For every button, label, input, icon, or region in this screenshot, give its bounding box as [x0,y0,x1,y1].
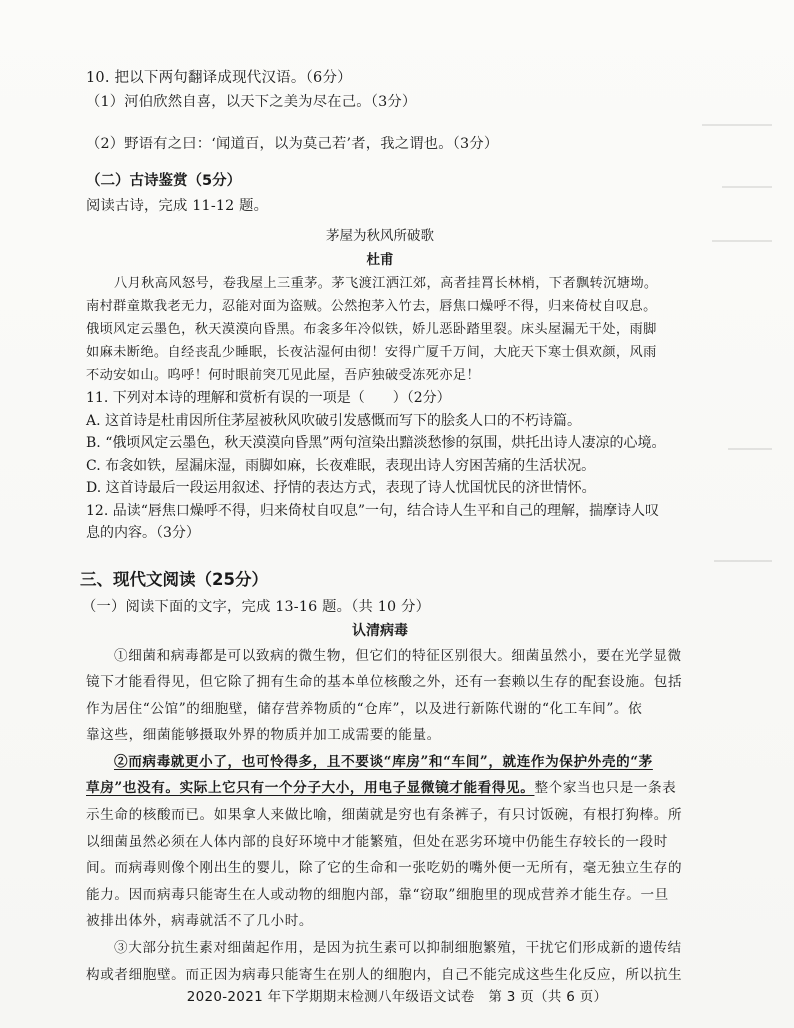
paragraph-line: 示生命的核酸而已。如果拿人来做比喻，细菌就是穷也有条裤子，有只讨饭碗，有根打狗棒。所 [86,807,683,824]
paragraph-line: ①细菌和病毒都是可以致病的微生物，但它们的特征区别很大。细菌虽然小，要在光学显微 [114,647,682,664]
q11-option-c: C. 布衾如铁，屋漏床湿，雨脚如麻，长夜难眠，表现出诗人穷困苦痛的生活状况。 [86,457,596,474]
paragraph-line [86,775,677,802]
bleed-mark [702,124,772,126]
q12-stem-continued: 息的内容。（3分） [86,525,200,541]
paragraph-line [86,749,674,776]
answer-space [86,114,674,132]
paragraph-line: 被排出体外，病毒就活不了几小时。 [86,913,314,930]
poem-line: 俄顷风定云墨色，秋天漠漠向昏黑。布衾多年冷似铁，娇儿恶卧踏里裂。床头屋漏无干处，雨脚 [86,322,657,337]
poem-author: 杜甫 [366,252,394,268]
bleed-mark [712,240,772,242]
answer-space [86,156,674,168]
q11-option-d: D. 这首诗最后一段运用叙述、抒情的表达方式，表现了诗人忧国忧民的济世情怀。 [86,480,596,496]
paragraph-line: 以细菌虽然必须在人体内部的良好环境中才能繁殖，但处在恶劣环境中仍能生存较长的一段时 [86,833,668,850]
poetry-instruction: 阅读古诗，完成 11-12 题。 [86,198,269,214]
q11-stem: 11. 下列对本诗的理解和赏析有误的一项是（ ）（2分） [86,390,451,406]
modern-reading-heading: 三、现代文阅读（25分） [80,569,268,589]
poem-line: 不动安如山。呜呼！何时眼前突兀见此屋，吾庐独破受冻死亦足！ [86,368,481,383]
sentence-continued: 整个家当也只是一条表 [534,780,677,797]
paragraph-line: 能力。因而病毒只能寄生在人或动物的细胞内部，靠“窃取”细胞里的现成营养才能生存。一旦 [86,886,669,903]
poem-line: 南村群童欺我老无力，忍能对面为盗贼。公然抱茅入竹去，唇焦口燥呼不得，归来倚杖自叹息。 [86,299,657,314]
q10-sentence-2: （2）野语有之曰：‘闻道百，以为莫己若’者，我之谓也。（3分） [86,136,499,152]
bleed-mark [714,560,772,562]
page-content [80,66,683,988]
poem-line: 八月秋高风怒号，卷我屋上三重茅。茅飞渡江洒江郊，高者挂罥长林梢，下者飘转沉塘坳。 [114,276,658,291]
article-title: 认清病毒 [352,622,408,639]
q11-option-b: B. “俄顷风定云墨色，秋天漠漠向昏黑”两句渲染出黯淡愁惨的氛围，烘托出诗人凄凉的心境。 [86,435,666,451]
paragraph-line: ③大部分抗生素对细菌起作用，是因为抗生素可以抑制细胞繁殖，干扰它们形成新的遗传结 [114,940,682,957]
poem-line: 如麻未断绝。自经丧乱少睡眠，长夜沾湿何由彻！安得广厦千万间，大庇天下寒士俱欢颜，风雨 [86,345,657,360]
highlighted-sentence: 草房”也没有。实际上它只有一个分子大小，用电子显微镜才能看得见。 [86,780,535,797]
paragraph-line: 靠这些，细菌能够摄取外界的物质并加工成需要的能量。 [86,727,441,744]
paragraph-line: 作为居住“公馆”的细胞壁，储存营养物质的“仓库”，以及进行新陈代谢的“化工车间”。依 [86,700,643,717]
q11-option-a: A. 这首诗是杜甫因所住茅屋被秋风吹破引发感慨而写下的脍炙人口的不朽诗篇。 [86,412,582,429]
poetry-section-heading: （二）古诗鉴赏（5分） [86,173,242,189]
q10-sentence-1: （1）河伯欣然自喜，以天下之美为尽在己。（3分） [86,94,417,110]
q10-stem: 10. 把以下两句翻译成现代汉语。（6分） [86,70,352,86]
paragraph-line: 镜下才能看得见，但它除了拥有生命的基本单位核酸之外，还有一套赖以生存的配套设施。包括 [86,674,683,691]
bleed-mark [722,186,772,188]
page-footer: 2020-2021 年下学期期末检测八年级语文试卷 第 3 页（共 6 页） [186,989,608,1005]
paragraph-line: 构或者细胞壁。而正因为病毒只能寄生在别人的细胞内，自己不能完成这些生化反应，所以抗生 [86,966,683,983]
q12-stem: 12. 品读“唇焦口燥呼不得，归来倚杖自叹息”一句，结合诗人生平和自己的理解，揣摩诗人叹 [86,502,660,519]
poem-title: 茅屋为秋风所破歌 [326,228,434,244]
modern-reading-instruction: （一）阅读下面的文字，完成 13-16 题。（共 10 分） [82,598,431,615]
bleed-mark [728,448,772,450]
paragraph-line: 间。而病毒则像个刚出生的婴儿，除了它的生命和一张吃奶的嘴外便一无所有，毫无独立生存的 [86,860,683,877]
highlighted-sentence: ②而病毒就更小了，也可怜得多，且不要谈“库房”和“车间”，就连作为保护外壳的“茅 [114,753,653,770]
